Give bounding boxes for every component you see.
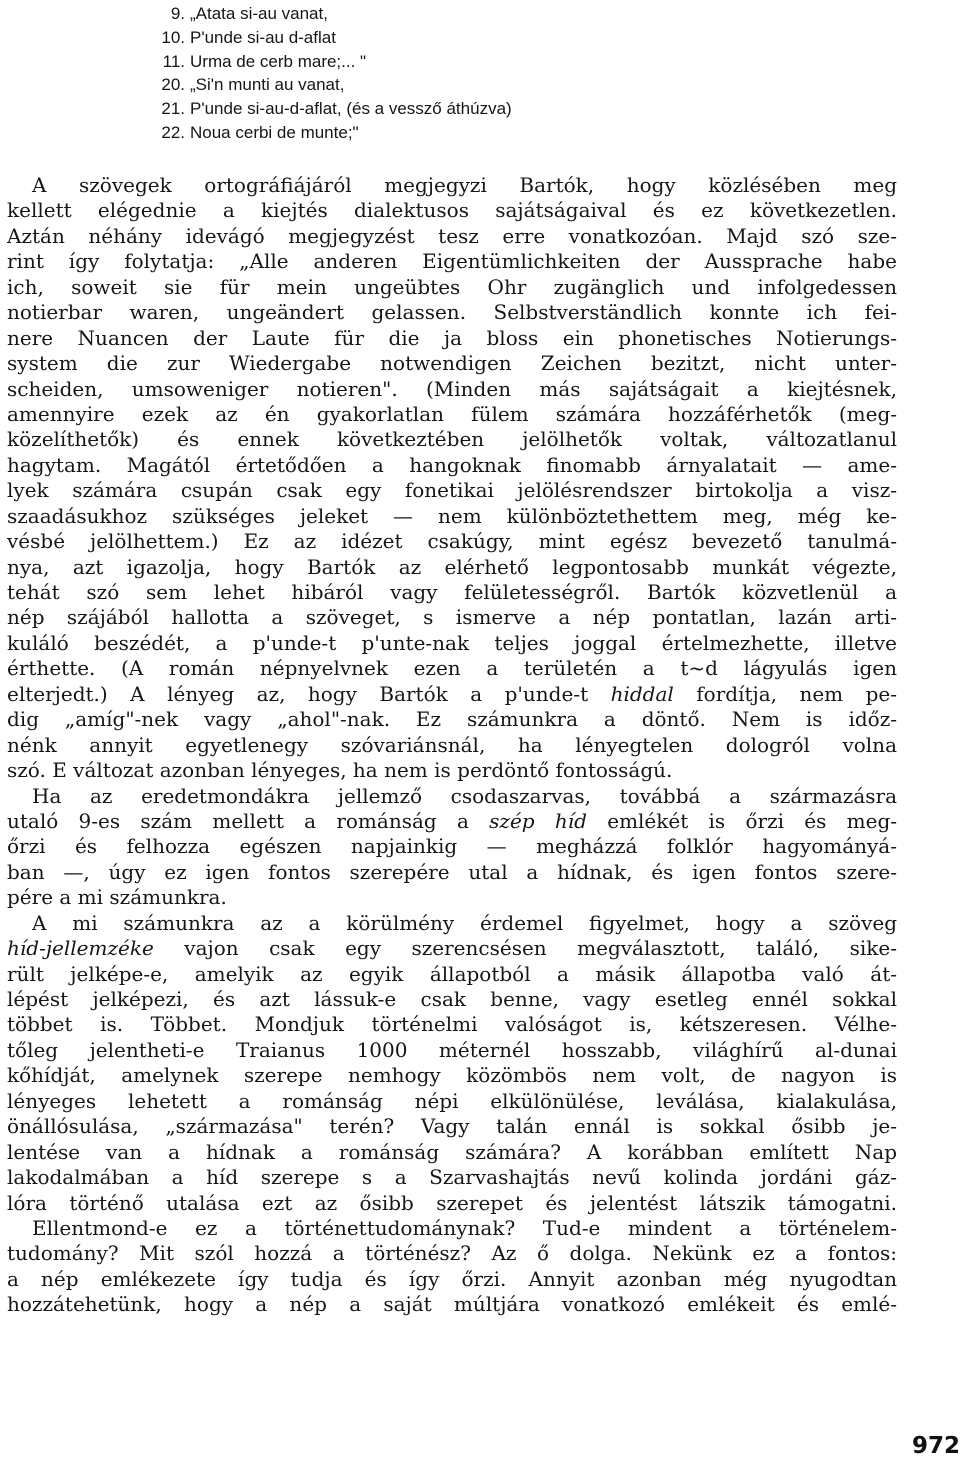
text-line: lépést jelképezi, és azt lássuk-e csak benne, vagy esetleg ennél sokkal [7, 987, 897, 1011]
verse-number: 22. [161, 122, 185, 142]
text-line: hagytam. Magától értetődően a hangoknak finomabb árnyalatait — ame- [7, 452, 897, 477]
text-line: többet is. Többet. Mondjuk történelmi valóságot is, kétszeresen. Vélhe- [7, 1012, 897, 1037]
text-line: nya, azt igazolja, hogy Bartók az elérhető legpontosabb munkát végezte, [7, 554, 897, 579]
text-line: közelíthetők) és ennek következtében jelölhetők voltak, változatlanul [7, 427, 897, 452]
italic-term: híd-jellemzéke [7, 936, 154, 961]
text-line: tehát szó sem lehet hibáról vagy felületességről. Bartók közvetlenül a [7, 580, 897, 604]
text-line: a nép emlékezete így tudja és így őrzi. Annyit azonban még nyugodtan [7, 1266, 897, 1291]
verse-line [150, 2, 750, 26]
verse-text: Noua cerbi de munte;" [190, 122, 359, 142]
text-line: rült jelképe-e, amelyik az egyik állapotból a másik állapotba való át- [7, 961, 897, 986]
text-line: lentése van a hídnak a románság számára? A korábban említett Nap [7, 1139, 897, 1164]
verse-text: Urma de cerb mare;... " [190, 51, 367, 71]
text-line: lakodalmában a híd szerepe s a Szarvashajtás nevű kolinda jordáni gáz- [7, 1165, 897, 1190]
verse-text: P'unde si-au-d-aflat, (és a vessző áthúzva) [190, 99, 512, 119]
text-line: tőleg jelentheti-e Traianus 1000 méternél hosszabb, világhírű al-dunai [7, 1037, 897, 1062]
verse-line [150, 26, 750, 50]
text-line: híd-jellemzéke vajon csak egy szerencsésen megválasztott, találó, sike- [7, 936, 897, 961]
text-line: nere Nuancen der Laute für die ja bloss ein phonetisches Notierungs- [7, 325, 897, 350]
text-line: utaló 9-es szám mellett a románság a szép híd emlékét is őrzi és meg- [7, 808, 897, 833]
text-line: ich, soweit sie für mein ungeübtes Ohr zugänglich und infolgedessen [7, 274, 897, 299]
text-line: A szövegek ortográfiájáról megjegyzi Bartók, hogy közlésében meg [32, 173, 897, 197]
text-line: Ellentmond-e ez a történettudománynak? Tud-e mindent a történelem- [32, 1215, 897, 1240]
verse-number: 11. [162, 51, 185, 71]
verse-line [150, 121, 750, 145]
text-line: elterjedt.) A lényeg az, hogy Bartók a p'unde-t hiddal fordítja, nem pe- [7, 681, 897, 706]
italic-term: szép híd [489, 808, 587, 833]
text-line: kuláló beszédét, a p'unde-t p'unte-nak teljes joggal értelmezhette, illetve [7, 630, 897, 655]
text-line: lóra történő utalása ezt az ősibb szerepet és jelentést látszik támogatni. [7, 1190, 897, 1215]
text-line: nép szájából hallotta a szöveget, s ismerve a nép pontatlan, lazán arti- [7, 605, 897, 630]
text-line: érthette. (A román népnyelvnek ezen a területén a t~d lágyulás igen [7, 656, 897, 681]
verse-text: „Si'n munti au vanat, [190, 75, 345, 95]
page-number: 972 [912, 1433, 960, 1459]
verse-text: P'unde si-au d-aflat [190, 27, 336, 47]
text-line: scheiden, umsoweniger notieren". (Minden más sajátságait a kiejtésnek, [7, 376, 897, 401]
text-line: tudomány? Mit szól hozzá a történész? Az ő dolga. Nekünk ez a fontos: [7, 1241, 897, 1266]
verse-list [150, 2, 750, 145]
verse-line [150, 50, 750, 74]
verse-text: „Atata si-au vanat, [190, 4, 328, 23]
body-text [7, 173, 897, 1318]
text-line: önállósulása, „származása" terén? Vagy talán ennál is sokkal ősibb je- [7, 1114, 897, 1139]
text-line: system die zur Wiedergabe notwendigen Zeichen bezitzt, nicht unter- [7, 351, 897, 376]
text-line: hozzátehetünk, hogy a nép a saját múltjára vonatkozó emlékeit és emlé- [7, 1292, 897, 1317]
verse-line [150, 73, 750, 97]
text-line: őrzi és felhozza egészen napjainkig — megházzá folklór hagyományá- [7, 834, 897, 859]
text-line: pére a mi számunkra. [7, 885, 227, 910]
text-line: szaadásukhoz szükséges jeleket — nem különböztethettem meg, még ke- [7, 503, 897, 528]
text-line: szó. E változat azonban lényeges, ha nem is perdöntő fontosságú. [7, 758, 673, 783]
verse-number: 21. [161, 99, 185, 119]
text-line: rint így folytatja: „Alle anderen Eigentümlichkeiten der Aussprache habe [7, 249, 897, 274]
text-line: lyek számára csupán csak egy fonetikai jelölésrendszer birtokolja a visz- [7, 478, 897, 503]
text-line: dig „amíg"-nek vagy „ahol"-nak. Ez számunkra a döntő. Nem is időz- [7, 707, 897, 732]
text-line: vésbé jelölhettem.) Ez az idézet csakúgy, mint egész bevezető tanulmá- [7, 529, 897, 554]
verse-number: 10. [161, 27, 185, 47]
text-line: kellett elégednie a kiejtés dialektusos sajátságaival és ez következetlen. [7, 198, 897, 223]
text-line: nénk annyit egyetlenegy szóvariánsnál, ha lényegtelen dologról volna [7, 732, 897, 757]
text-line: A mi számunkra az a körülmény érdemel figyelmet, hogy a szöveg [32, 910, 897, 935]
verse-number: 20. [161, 75, 185, 95]
text-line: Ha az eredetmondákra jellemző csodaszarvas, továbbá a származásra [32, 783, 897, 808]
text-line: notierbar waren, ungeändert gelassen. Selbstverständlich konnte ich fei- [7, 300, 897, 325]
verse-line [150, 97, 750, 121]
text-line: lényeges lehetett a románság népi elkülönülése, leválása, kialakulása, [7, 1088, 897, 1113]
text-line: amennyire ezek az én gyakorlatlan fülem számára hozzáférhetők (meg- [7, 401, 897, 426]
text-line: Aztán néhány idevágó megjegyzést tesz erre vonatkozóan. Majd szó sze- [7, 223, 897, 248]
text-line: kőhídját, amelynek szerepe nemhogy közömbös nem volt, de nagyon is [7, 1063, 897, 1088]
italic-term: hiddal [610, 681, 674, 706]
verse-number: 9. [170, 4, 185, 23]
text-line: ban —, úgy ez igen fontos szerepére utal a hídnak, és igen fontos szere- [7, 859, 897, 884]
